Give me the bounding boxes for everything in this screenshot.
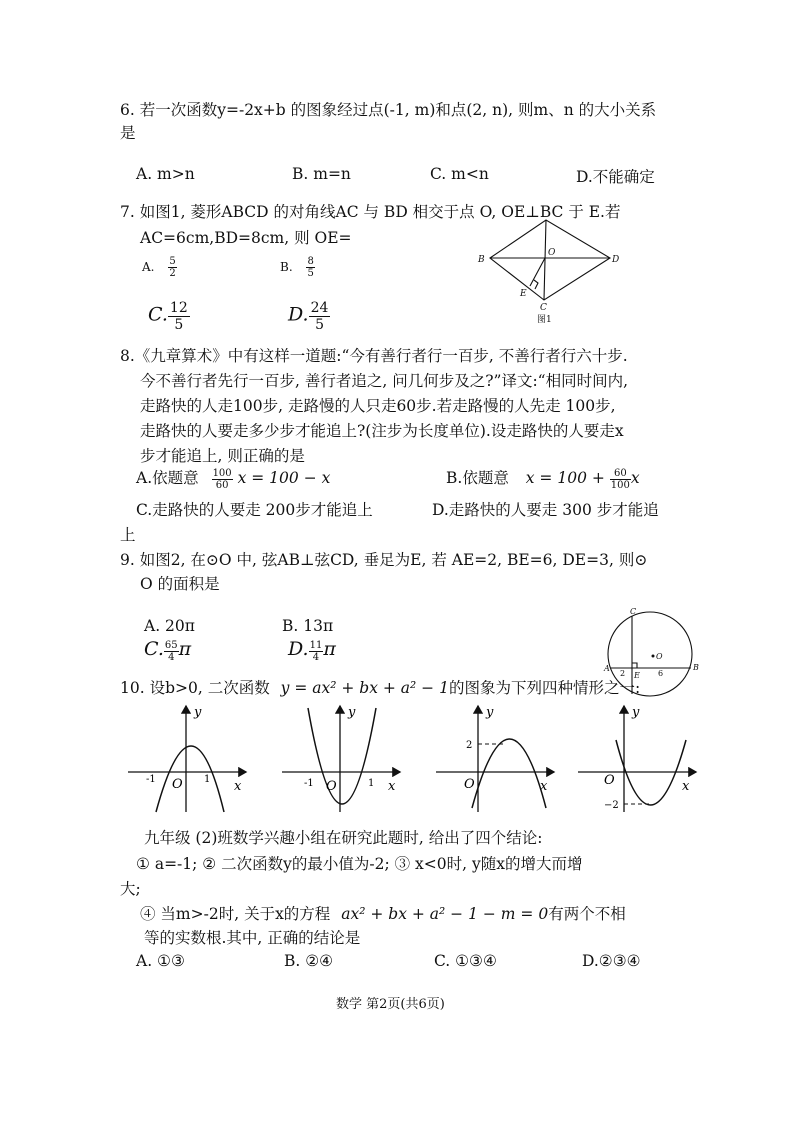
g1-neg1: -1 (146, 774, 156, 785)
q9-line2: O 的面积是 (140, 575, 220, 593)
q7-option-c-fraction: $\frac{12}{5}$ (169, 300, 188, 333)
q9-option-c-fraction: $\frac{65}{4}$ (164, 639, 178, 663)
q7-option-b-fraction: $\frac{8}{5}$ (307, 256, 314, 279)
graph-4 (574, 700, 704, 816)
q7-option-d-fraction: $\frac{24}{5}$ (310, 300, 329, 333)
g4-x-label: x (682, 779, 690, 794)
g3-x-label: x (540, 779, 548, 794)
q10-line1: 10. 设b>0, 二次函数 y = ax² + bx + a² − 1的图象为下列四种情形之一: (120, 679, 641, 697)
g1-y-label: y (194, 705, 202, 720)
q7-option-b: B. $\frac{8}{5}$ (280, 256, 314, 279)
q6-option-a: A. m>n (136, 165, 195, 183)
fig2-label-2: 2 (620, 669, 626, 678)
fig1-label-d: D (612, 255, 620, 265)
q10-line2: 九年级 (2)班数学兴趣小组在研究此题时, 给出了四个结论: (144, 829, 543, 847)
q10-line6: 等的实数根.其中, 正确的结论是 (144, 929, 361, 947)
page-footer: 数学 第2页(共6页) (336, 997, 445, 1012)
graph-3 (432, 700, 562, 816)
g4-origin: O (604, 773, 615, 788)
q10-option-d: D.②③④ (582, 952, 641, 970)
q7-option-a-fraction: $\frac{5}{2}$ (169, 256, 176, 279)
g4-y-label: y (632, 705, 640, 720)
q6-option-c: C. m<n (430, 165, 489, 183)
fig2-label-6: 6 (658, 669, 664, 678)
q7-option-d: D. $\frac{24}{5}$ (288, 300, 329, 333)
fig1-label-c: C (540, 303, 547, 313)
g2-x-label: x (388, 779, 396, 794)
q9-option-d-fraction: $\frac{11}{4}$ (309, 639, 323, 663)
g4-neg2: −2 (604, 800, 619, 811)
g2-neg1: -1 (304, 778, 314, 789)
q10-line5: ④ 当m>-2时, 关于x的方程 ax² + bx + a² − 1 − m = 0有两个不相 (140, 905, 626, 923)
q8-line5: 步才能追上, 则正确的是 (140, 447, 305, 465)
q6-option-d: D.不能确定 (576, 168, 655, 186)
q10-option-a: A. ①③ (136, 952, 185, 970)
fig1-label-o: O (548, 248, 556, 258)
q9-option-c: C. $\frac{65}{4}$ π (144, 638, 192, 663)
g1-origin: O (172, 777, 183, 792)
graph-2 (278, 700, 408, 816)
q9-option-d: D. $\frac{11}{4}$ π (288, 638, 336, 663)
fig2-label-c: C (630, 607, 637, 616)
q9-option-a: A. 20π (144, 617, 195, 635)
fig2-label-o: O (656, 652, 663, 661)
q10-option-c: C. ①③④ (434, 952, 497, 970)
q8-option-b: B.依题意 x = 100 + $\frac{60}{100}$ x (446, 467, 640, 491)
q6-line2: 是 (120, 124, 136, 142)
g3-origin: O (464, 777, 475, 792)
q8-option-d: D.走路快的人要走 300 步才能追 (432, 501, 659, 519)
q10-line4: 大; (120, 880, 141, 898)
q8-option-b-fraction: $\frac{60}{100}$ (610, 467, 630, 491)
figure-1-rhombus (474, 212, 624, 327)
q8-line2: 今不善行者先行一百步, 善行者追之, 问几何步及之?”译文:“相同时间内, (140, 372, 629, 390)
g1-x-label: x (234, 779, 242, 794)
q9-line1: 9. 如图2, 在⊙O 中, 弦AB⊥弦CD, 垂足为E, 若 AE=2, BE=6, DE=3, 则⊙ (120, 551, 648, 569)
q8-line3: 走路快的人走100步, 走路慢的人只走60步.若走路慢的人先走 100步, (140, 397, 616, 415)
g2-pos1: 1 (368, 778, 375, 789)
fig1-label-e: E (520, 289, 527, 299)
fig1-caption: 图1 (537, 315, 552, 325)
g3-two: 2 (466, 740, 473, 751)
q10-option-b: B. ②④ (284, 952, 334, 970)
fig1-label-b: B (478, 255, 485, 265)
g2-origin: O (326, 779, 337, 794)
q7-line1: 7. 如图1, 菱形ABCD 的对角线AC 与 BD 相交于点 O, OE⊥BC 于 E.若 (120, 203, 621, 221)
q6-line1: 6. 若一次函数y=-2x+b 的图象经过点(-1, m)和点(2, n), 则m、n 的大小关系 (120, 101, 657, 119)
q10-line3: ① a=-1; ② 二次函数y的最小值为-2; ③ x<0时, y随x的增大而增 (136, 855, 583, 873)
g2-y-label: y (348, 705, 356, 720)
q8-line1: 8.《九章算术》中有这样一道题:“今有善行者行一百步, 不善行者行六十步. (120, 347, 628, 365)
q8-option-d-wrap: 上 (120, 526, 136, 544)
fig2-label-b: B (693, 663, 699, 672)
g1-pos1: 1 (204, 774, 211, 785)
q7-line2: AC=6cm,BD=8cm, 则 OE= (140, 229, 352, 247)
fig2-label-e: E (634, 671, 640, 680)
q7-option-a: A. $\frac{5}{2}$ (142, 256, 176, 279)
q7-option-c: C. $\frac{12}{5}$ (148, 300, 188, 333)
q9-option-b: B. 13π (282, 617, 334, 635)
q6-option-b: B. m=n (292, 165, 351, 183)
q8-line4: 走路快的人要走多少步才能追上?(注步为长度单位).设走路快的人要走x (140, 422, 624, 440)
fig2-label-a: A (604, 664, 610, 673)
g3-y-label: y (486, 705, 494, 720)
q8-option-c: C.走路快的人要走 200步才能追上 (136, 501, 373, 519)
graph-1 (124, 700, 254, 816)
q8-option-a-fraction: $\frac{100}{60}$ (212, 467, 232, 491)
q8-option-a: A.依题意 $\frac{100}{60}$ x = 100 − x (136, 467, 331, 491)
